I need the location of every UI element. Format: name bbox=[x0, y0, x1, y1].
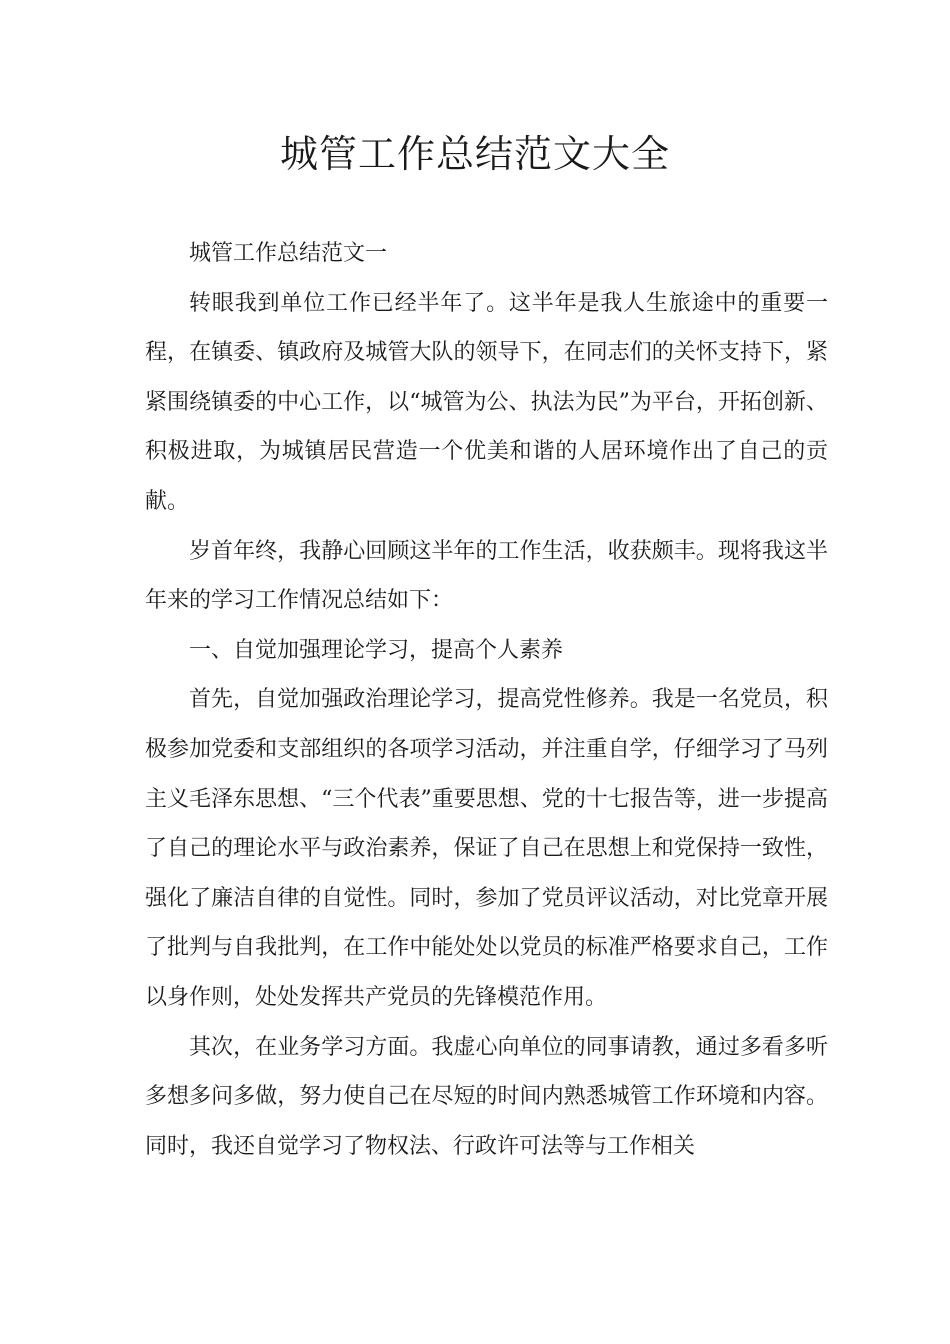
paragraph: 其次，在业务学习方面。我虚心向单位的同事请教，通过多看多听多想多问多做，努力使自己在尽短的时间内熟悉城管工作环境和内容。同时，我还自觉学习了物权法、行政许可法等与工作相关 bbox=[145, 1034, 828, 1159]
document-body bbox=[145, 229, 828, 1171]
document-title: 城管工作总结范文大全 bbox=[279, 132, 670, 176]
paragraph: 岁首年终，我静心回顾这半年的工作生活，收获颇丰。现将我这半年来的学习工作情况总结如下： bbox=[145, 538, 828, 614]
section-heading: 一、自觉加强理论学习，提高个人素养 bbox=[189, 637, 564, 663]
section-heading: 城管工作总结范文一 bbox=[189, 241, 388, 266]
paragraph: 转眼我到单位工作已经半年了。这半年是我人生旅途中的重要一程，在镇委、镇政府及城管大队的领导下，在同志们的关怀支持下，紧紧围绕镇委的中心工作，以“城管为公、执法为民”为平台，开拓创新、积极进取，为城镇居民营造一个优美和谐的人居环境作出了自己的贡献。 bbox=[145, 290, 828, 514]
paragraph: 首先，自觉加强政治理论学习，提高党性修养。我是一名党员，积极参加党委和支部组织的各项学习活动，并注重自学，仔细学习了马列主义毛泽东思想、“三个代表”重要思想、党的十七报告等，进一步提高了自己的理论水平与政治素养，保证了自己在思想上和党保持一致性，强化了廉洁自律的自觉性。同时，参加了党员评议活动，对比党章开展了批判与自我批判，在工作中能处处以党员的标准严格要求自己，工作以身作则，处处发挥共产党员的先锋模范作用。 bbox=[145, 687, 828, 1010]
